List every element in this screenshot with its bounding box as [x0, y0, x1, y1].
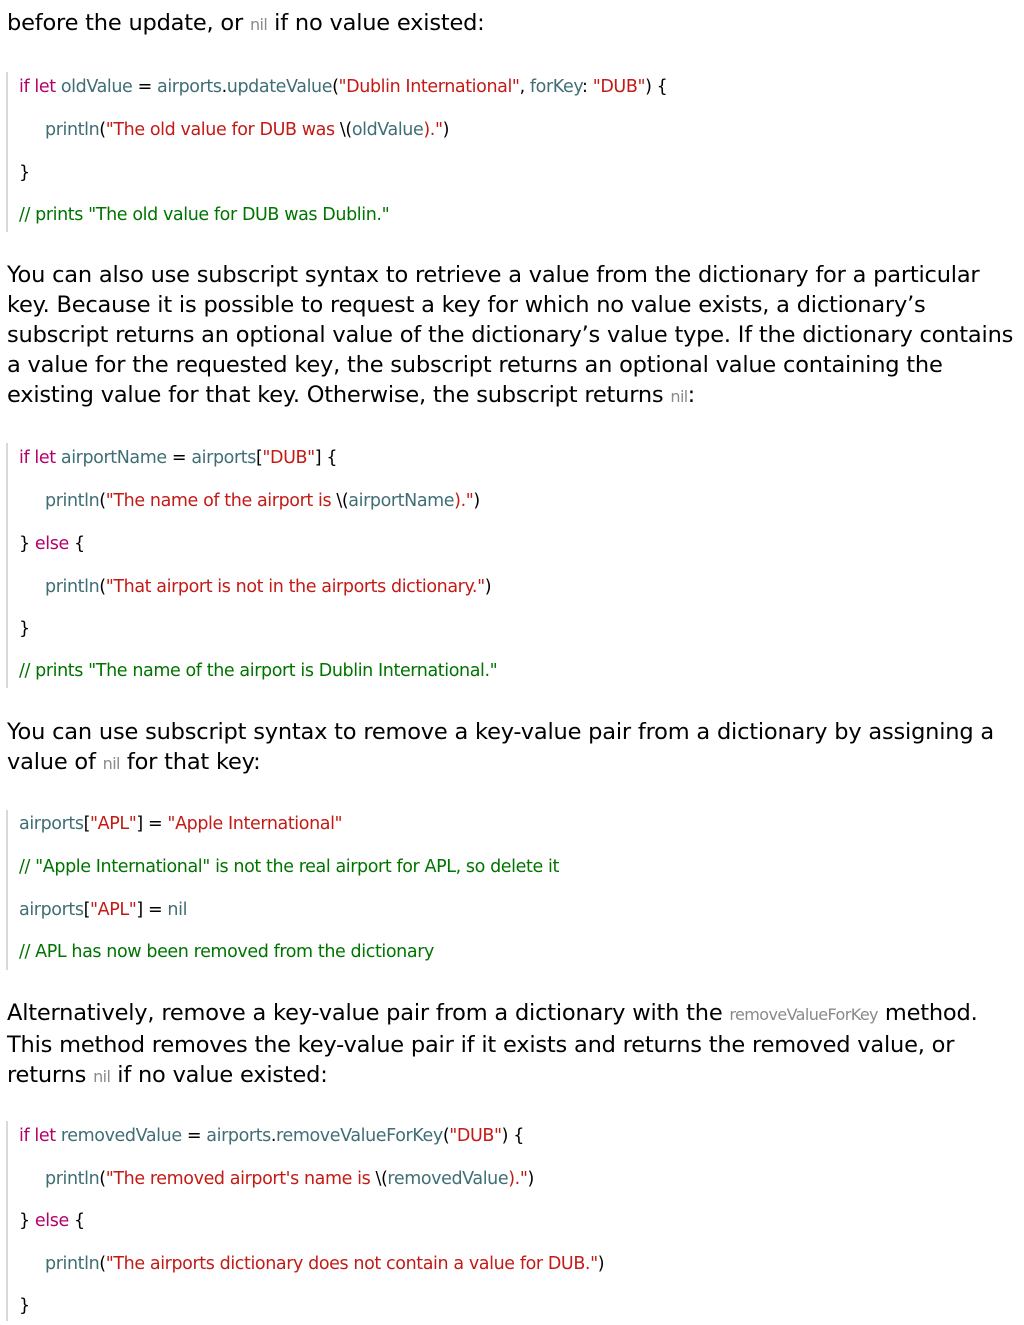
paragraph-subscript-retrieve [7, 260, 1021, 412]
code-comment: // "Apple International" is not the real airport for APL, so delete it [19, 857, 559, 877]
code-comment: // prints "The old value for DUB was Dublin." [19, 205, 390, 225]
code-block-remove-method [6, 1121, 1008, 1321]
paragraph-line: This method removes the key-value pair if it exists and returns the removed value, or [7, 1032, 955, 1058]
code-line: airports["APL"] = nil [19, 900, 188, 920]
intro-line [7, 8, 1021, 40]
code-line: } [19, 163, 30, 183]
intro-paragraph [7, 8, 1021, 40]
paragraph-line: subscript returns an optional value of the dictionary’s value type. If the dictionary contains [7, 322, 1014, 348]
paragraph-line: You can use subscript syntax to remove a key-value pair from a dictionary by assigning a [7, 719, 994, 745]
code-line: println("The name of the airport is \(airportName).") [45, 491, 480, 511]
paragraph-subscript-remove [7, 717, 1021, 779]
code-line: } else { [19, 1211, 85, 1231]
paragraph-line: You can also use subscript syntax to retrieve a value from the dictionary for a particular [7, 262, 980, 288]
inline-code-nil: nil [93, 1067, 111, 1086]
paragraph-line: value of nil for that key: [7, 749, 261, 775]
code-line: airports["APL"] = "Apple International" [19, 814, 343, 834]
code-line: if let removedValue = airports.removeValueForKey("DUB") { [19, 1126, 524, 1146]
code-comment: // prints "The name of the airport is Dublin International." [19, 661, 498, 681]
code-block-update-value [6, 72, 1008, 232]
code-line: if let oldValue = airports.updateValue("Dublin International", forKey: "DUB") { [19, 77, 668, 97]
code-line: } [19, 619, 30, 639]
paragraph-line: Alternatively, remove a key-value pair from a dictionary with the removeValueForKey method. [7, 1000, 978, 1026]
code-line: println("The old value for DUB was \(oldValue).") [45, 120, 450, 140]
code-line: println("The airports dictionary does not contain a value for DUB.") [45, 1254, 605, 1274]
code-line: println("That airport is not in the airports dictionary.") [45, 577, 492, 597]
inline-code-nil: nil [102, 754, 120, 773]
intro-text-after: if no value existed: [267, 10, 485, 36]
code-line: } else { [19, 534, 85, 554]
inline-code-nil: nil [250, 15, 268, 34]
paragraph-line: returns nil if no value existed: [7, 1062, 328, 1088]
code-line: if let airportName = airports["DUB"] { [19, 448, 338, 468]
code-line: println("The removed airport's name is \(removedValue).") [45, 1169, 534, 1189]
paragraph-remove-method [7, 998, 1021, 1092]
inline-code-method: removeValueForKey [729, 1005, 878, 1024]
intro-text-before: before the update, or [7, 10, 250, 36]
code-block-subscript-remove [6, 810, 1008, 970]
code-line: } [19, 1296, 30, 1316]
inline-code-nil: nil [670, 387, 688, 406]
paragraph-line: key. Because it is possible to request a key for which no value exists, a dictionary’s [7, 292, 926, 318]
paragraph-line: existing value for that key. Otherwise, the subscript returns nil: [7, 382, 696, 408]
paragraph-line: a value for the requested key, the subscript returns an optional value containing the [7, 352, 943, 378]
code-comment: // APL has now been removed from the dictionary [19, 942, 434, 962]
code-block-subscript-retrieve [6, 443, 1008, 688]
